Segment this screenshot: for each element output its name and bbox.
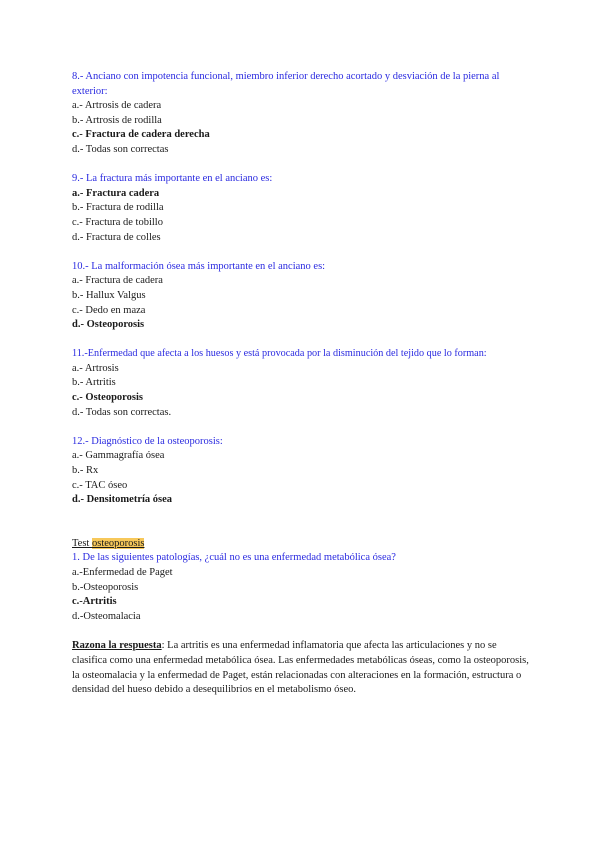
- answer-option: d.- Todas son correctas.: [72, 406, 172, 418]
- test-section: [72, 537, 532, 625]
- answer-option: b.- Artritis: [72, 377, 116, 389]
- question-prompt: 11.-Enfermedad que afecta a los huesos y está provocada por la disminución del tejido que lo forman:: [72, 348, 487, 360]
- answer-option: b.- Fractura de rodilla: [72, 202, 164, 214]
- question-prompt: 12.- Diagnóstico de la osteoporosis:: [72, 435, 223, 447]
- reasoning-text: : La artritis es una enfermedad inflamatoria que afecta las articulaciones y no se clasifica como una enfermedad metabólica ósea. Las enfermedades metabólicas óseas, como la osteoporosis, la osteomalacia y la enfermedad de Paget, están relacionadas con alteraciones en la formación, estructura o densidad del hueso debido a desequilibrios en el metabolismo óseo.: [72, 639, 529, 696]
- test-title-highlight: osteoporosis: [91, 537, 145, 549]
- answer-option: d.- Fractura de colles: [72, 231, 161, 243]
- spacer: [72, 333, 532, 348]
- spacer: [72, 624, 532, 639]
- answer-option: c.- Dedo en maza: [72, 304, 146, 316]
- answer-option: b.- Rx: [72, 465, 99, 477]
- answer-option: a.- Artrosis: [72, 362, 119, 374]
- correct-answer-option: c.- Osteoporosis: [72, 392, 143, 404]
- question-11: [72, 347, 532, 420]
- correct-answer-option: d.- Densitometría ósea: [72, 494, 173, 506]
- question-9: [72, 172, 532, 245]
- question-prompt: 10.- La malformación ósea más importante en el anciano es:: [72, 260, 326, 272]
- correct-answer-option: a.- Fractura cadera: [72, 187, 160, 199]
- answer-option: d.- Todas son correctas: [72, 143, 169, 155]
- reasoning-paragraph: [72, 639, 532, 698]
- answer-option: d.-Osteomalacia: [72, 610, 141, 622]
- answer-option: c.- TAC óseo: [72, 479, 128, 491]
- question-prompt: 9.- La fractura más importante en el anciano es:: [72, 173, 273, 185]
- answer-option: c.- Fractura de tobillo: [72, 216, 163, 228]
- answer-option: a.- Gammagrafía ósea: [72, 450, 165, 462]
- answer-option: b.- Hallux Valgus: [72, 289, 146, 301]
- spacer: [72, 158, 532, 173]
- question-10: [72, 260, 532, 333]
- test-title: [72, 537, 532, 552]
- question-12: [72, 435, 532, 508]
- answer-option: a.- Artrosis de cadera: [72, 100, 162, 112]
- spacer: [72, 245, 532, 260]
- question-8: [72, 70, 532, 158]
- answer-option: b.-Osteoporosis: [72, 581, 139, 593]
- question-prompt: 8.- Anciano con impotencia funcional, miembro inferior derecho acortado y desviación de la pierna al exterior:: [72, 71, 500, 97]
- spacer: [72, 508, 532, 537]
- answer-option: a.- Fractura de cadera: [72, 275, 163, 287]
- correct-answer-option: c.- Fractura de cadera derecha: [72, 129, 210, 141]
- document-page: [72, 70, 532, 698]
- correct-answer-option: c.-Artritis: [72, 596, 117, 608]
- answer-option: a.-Enfermedad de Paget: [72, 567, 173, 578]
- answer-option: b.- Artrosis de rodilla: [72, 114, 162, 126]
- test-question-prompt: 1. De las siguientes patologías, ¿cuál no es una enfermedad metabólica ósea?: [72, 552, 396, 564]
- reasoning-label: Razona la respuesta: [72, 639, 162, 651]
- spacer: [72, 420, 532, 435]
- test-title-prefix: Test: [72, 537, 92, 549]
- correct-answer-option: d.- Osteoporosis: [72, 319, 145, 331]
